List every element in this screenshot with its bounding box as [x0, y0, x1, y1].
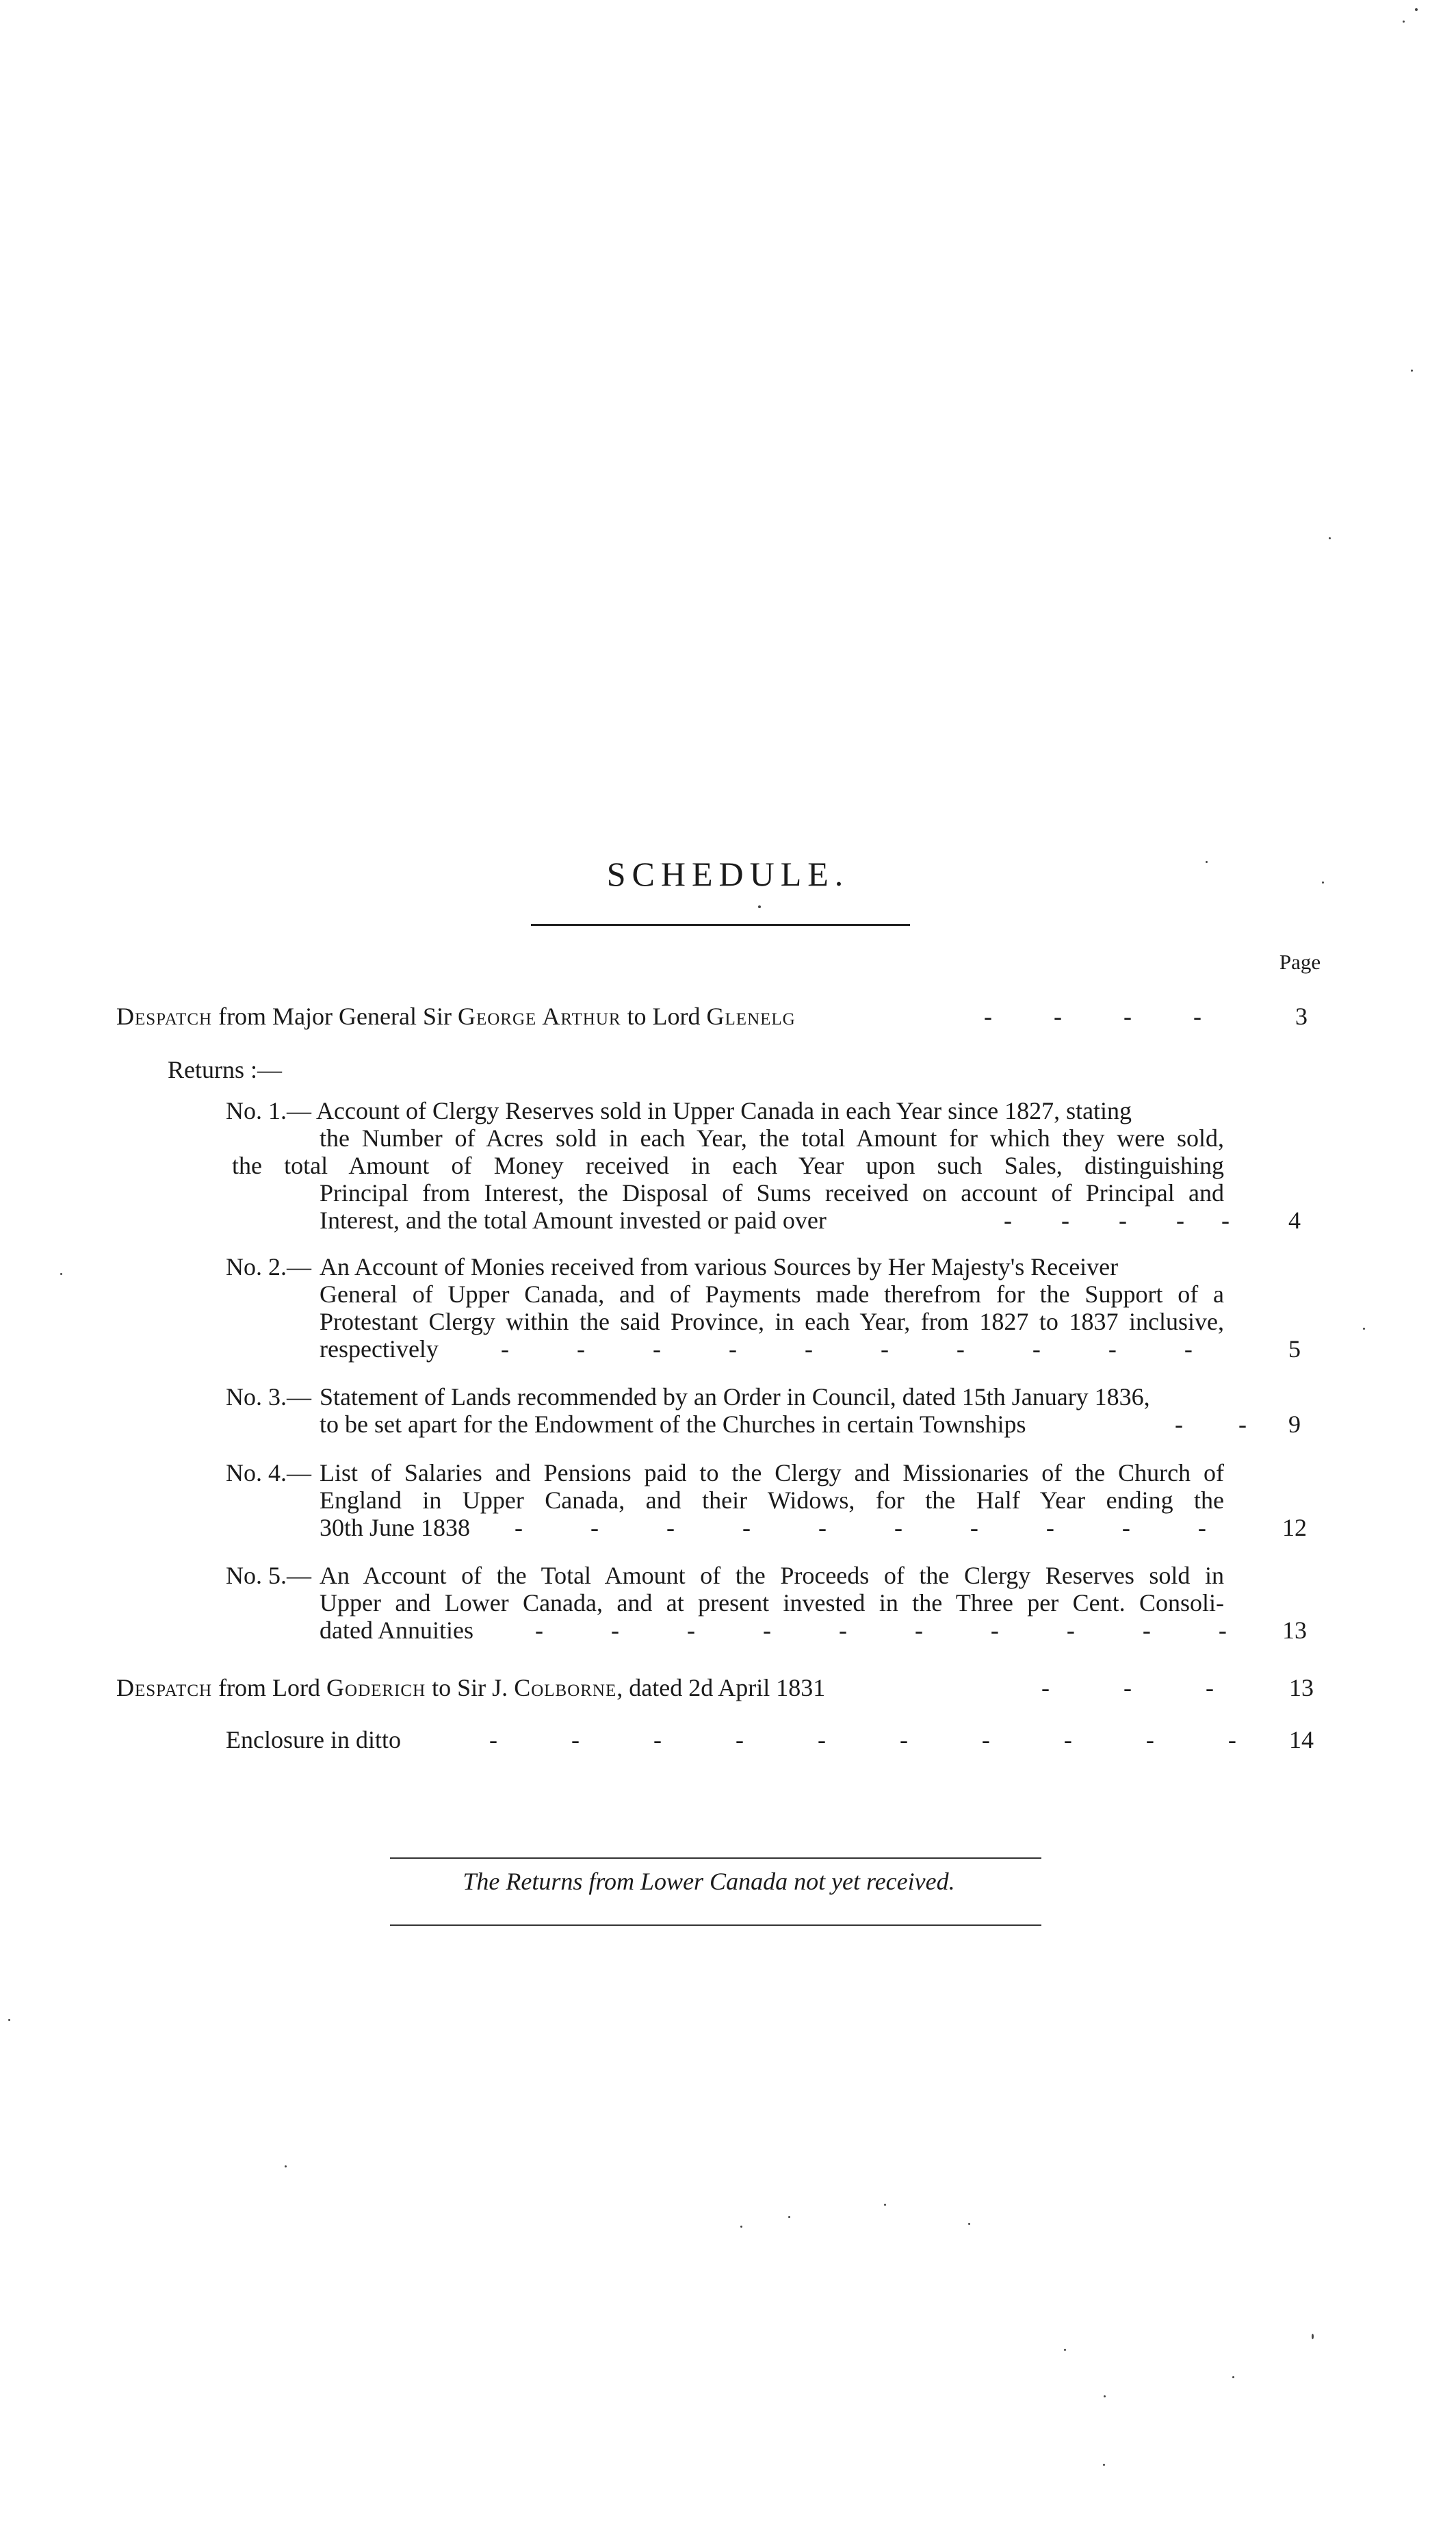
scan-speck	[8, 2019, 10, 2021]
entry-text-line: dated Annuities	[320, 1617, 473, 1644]
schedule-entry-despatch-colborne	[116, 1674, 1334, 1701]
entry-text-line: 30th June 1838	[320, 1514, 470, 1541]
scan-speck	[60, 1273, 62, 1275]
scan-speck	[1415, 8, 1418, 11]
dot-leader: - - - - -	[1004, 1207, 1230, 1234]
entry-text-line: List of Salaries and Pensions paid to the Clergy and Missionaries of the Church of	[320, 1459, 1224, 1486]
entry-text-line: Principal from Interest, the Disposal of Sums received on account of Principal and	[320, 1179, 1224, 1207]
scan-speck	[884, 2204, 886, 2206]
return-number-label: No. 3.—	[226, 1383, 311, 1411]
entry-page-number: 13	[1282, 1617, 1307, 1644]
note-bottom-rule	[390, 1924, 1041, 1926]
entry-text-line: An Account of Monies received from various Sources by Her Majesty's Receiver	[320, 1253, 1119, 1280]
dot-leader: - -	[1175, 1411, 1247, 1438]
dot-leader: - - - -	[984, 1003, 1201, 1030]
entry-text-line: to be set apart for the Endowment of the Churches in certain Townships	[320, 1411, 1026, 1438]
entry-text-line: An Account of the Total Amount of the Proceeds of the Clergy Reserves sold in	[320, 1562, 1224, 1589]
entry-page-number: 14	[1289, 1726, 1314, 1753]
entry-page-number: 5	[1288, 1335, 1301, 1363]
entry-text-line: Despatch from Lord Goderich to Sir J. Colborne, dated 2d April 1831	[116, 1674, 826, 1701]
dot-leader: - - - - - - - - - -	[535, 1617, 1227, 1644]
schedule-entry-despatch-glenelg	[116, 1003, 1334, 1030]
entry-page-number: 9	[1288, 1411, 1301, 1438]
entry-page-number: 12	[1282, 1514, 1307, 1541]
entry-text-line: the Number of Acres sold in each Year, the total Amount for which they were sold,	[320, 1124, 1224, 1152]
dot-leader: - - -	[1041, 1674, 1214, 1701]
title-rule	[531, 924, 910, 926]
entry-text-line: Despatch from Major General Sir George Arthur to Lord Glenelg	[116, 1003, 796, 1030]
scan-speck	[758, 905, 761, 908]
scan-speck	[1411, 370, 1413, 372]
scan-speck	[1322, 881, 1324, 884]
scan-speck	[968, 2223, 970, 2225]
scan-speck	[1312, 2334, 1314, 2339]
entry-text-line: Statement of Lands recommended by an Order in Council, dated 15th January 1836,	[320, 1383, 1150, 1411]
entry-text-line: General of Upper Canada, and of Payments made therefrom for the Support of a	[320, 1280, 1224, 1308]
scan-speck	[1363, 1328, 1365, 1330]
dot-leader: - - - - - - - - - -	[489, 1726, 1236, 1753]
dot-leader: - - - - - - - - - -	[515, 1514, 1206, 1541]
entry-text-line: the total Amount of Money received in each Year upon such Sales, distinguishing	[232, 1152, 1224, 1179]
return-number-label: No. 2.—	[226, 1253, 311, 1280]
scan-speck	[285, 2165, 287, 2167]
entry-text-line: Protestant Clergy within the said Province, in each Year, from 1827 to 1837 inclusive,	[320, 1308, 1224, 1335]
schedule-entry-enclosure	[226, 1726, 1334, 1753]
page-column-header: Page	[1279, 950, 1321, 974]
scan-speck	[1232, 2376, 1234, 2378]
entry-text-line: respectively	[320, 1335, 439, 1363]
entry-text-line: Upper and Lower Canada, and at present invested in the Three per Cent. Consoli-	[320, 1589, 1224, 1617]
scan-speck	[740, 2226, 742, 2228]
entry-page-number: 4	[1288, 1207, 1301, 1234]
scan-speck	[1403, 21, 1405, 23]
returns-heading: Returns :—	[168, 1056, 282, 1083]
entry-text-line: Enclosure in ditto	[226, 1726, 401, 1753]
scan-speck	[1064, 2349, 1066, 2351]
entry-text-line: Account of Clergy Reserves sold in Upper Canada in each Year since 1827, stating	[316, 1097, 1132, 1124]
entry-text-line: England in Upper Canada, and their Widows, for the Half Year ending the	[320, 1486, 1224, 1514]
page-title: SCHEDULE.	[606, 855, 850, 893]
entry-text-line: Interest, and the total Amount invested or paid over	[320, 1207, 827, 1234]
scan-speck	[788, 2216, 790, 2218]
entry-page-number: 13	[1289, 1674, 1314, 1701]
dot-leader: - - - - - - - - - -	[501, 1335, 1193, 1363]
return-number-label: No. 5.—	[226, 1562, 311, 1589]
entry-page-number: 3	[1295, 1003, 1308, 1030]
scan-speck	[1329, 537, 1331, 539]
scan-speck	[1104, 2395, 1106, 2397]
returns-note: The Returns from Lower Canada not yet received.	[463, 1868, 955, 1895]
return-number-label: No. 4.—	[226, 1459, 311, 1486]
return-number-label: No. 1.—	[226, 1097, 311, 1124]
note-top-rule	[390, 1857, 1041, 1859]
scan-speck	[1103, 2464, 1105, 2466]
scan-speck	[1206, 861, 1208, 863]
